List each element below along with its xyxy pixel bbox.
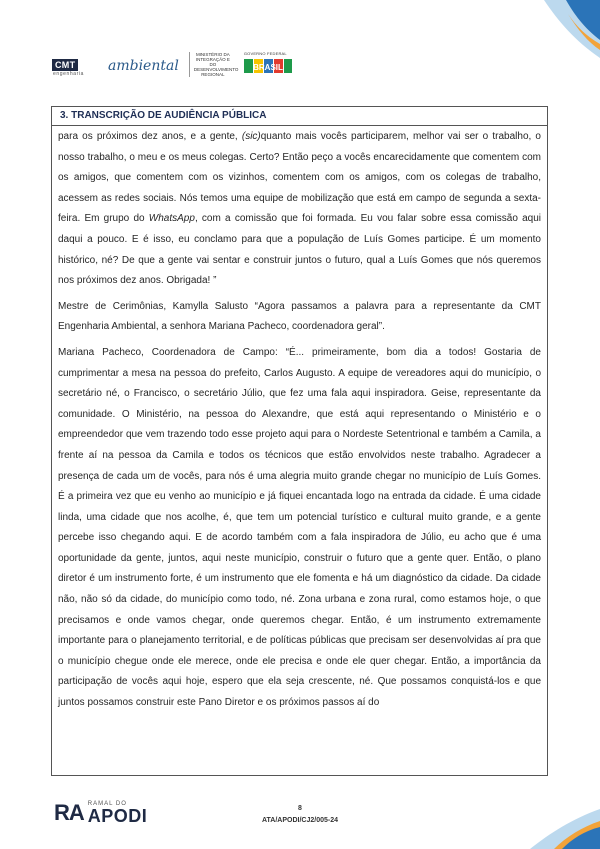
paragraph-1-text-a: para os próximos dez anos, e a gente, [58,131,242,142]
section-title: 3. TRANSCRIÇÃO DE AUDIÊNCIA PÚBLICA [52,107,547,126]
paragraph-1 [58,127,541,292]
paragraph-2: Mestre de Cerimônias, Kamylla Salusto “Agora passamos a palavra para a representante da CMT Engenharia Ambiental, a senhora Mariana Pacheco, coordenadora geral”. [58,300,541,333]
corner-decoration-top [504,0,600,66]
ministerio-logo: MINISTÉRIO DA INTEGRAÇÃO E DO DESENVOLVIMENTO REGIONAL [189,52,232,77]
ambiental-logo: ambiental [108,58,179,74]
governo-federal-logo [242,51,294,77]
page-number: 8 [298,805,302,812]
paragraph-1-text-b: quanto mais vocês participarem, melhor vai ser o trabalho, o nosso trabalho, o meu e os meus colegas. Certo? Então peço a vocês encarecidamente que comentem com os amigos, que comentem com os vizinhos, comentem com os amigos, com os colegas de trabalho, acessem as redes sociais. Nós temos uma equipe de mobilização que está em campo de segunda a sexta-feira. Em grupo do [58,131,541,225]
ramal-logo-mark: RA [54,800,84,825]
brasil-logo-icon [242,51,294,77]
ramal-logo-bottom: APODI [87,806,148,826]
document-code: ATA/APODI/CJ2/005-24 [262,817,338,824]
governo-federal-label: GOVERNO FEDERAL [243,51,287,56]
svg-text:BRASIL: BRASIL [252,63,283,72]
corner-decoration-bottom [510,803,600,849]
paragraph-1-text-c: , com a comissão que foi formada. Eu vou falar sobre essa comissão aqui daqui a pouco. E é isso, eu conclamo para que a população de Luís Gomes participe. É um momento histórico, né? De que a gente vai sentar e construir juntos o futuro, qual a Luís Gomes que nós queremos nos próximos dez anos. Obrigada! ” [58,213,541,287]
paragraph-3: Mariana Pacheco, Coordenadora de Campo: “É... primeiramente, bom dia a todos! Gostaria de cumprimentar a mesa na pessoa do prefeito, Carlos Augusto. A equipe de vereadores aqui do município, o secretário né, o Francisco, o secretário Júlio, que fez uma fala aqui inspiradora. Geise, representante da comunidade. O Ministério, na pessoa do Alexandre, que está aqui representando o Ministério e o empreendedor que vem trazendo todo esse projeto aqui para o Nordeste Setentrional e também a Camila, a frente aí na pessoa da Camila e todos os técnicos que estão envolvidos neste trabalho. Agradecer a presença de cada um de vocês, para nós é uma alegria muito grande chegar no município de Luís Gomes. É a primeira vez que eu venho ao município e já fiquei encantada logo na entrada da cidade. É uma cidade linda, uma cidade que nos acolhe, é, que tem um potencial turístico e cultural muito grande, e a gente percebe isso chegando aqui. E de acordo também com a fala inspiradora de Júlio, eu acho que é uma oportunidade da gente, juntos, aqui neste município, construir o futuro que a gente quer. Então, o plano diretor é um instrumento forte, é um instrumento que ele fomenta e há um diagnóstico da cidade. Da cidade não, não só da cidade, do município como todo, né. Zona urbana e zona rural, como estamos hoje, o que precisamos e onde vamos chegar, onde queremos chegar. Então, é um instrumento extremamente importante para o planejamento territorial, e de políticas públicas que precisam ser desenvolvidas aí pra que o município chegue onde ele merece, onde ele precisa e onde ele quer chegar. Então, a importância da participação de vocês aqui hoje, espero que ela seja crescente, né. Que possamos conquistá-los e que juntos possamos construir este Pano Diretor e os próximos passos aí do [58,346,541,709]
ramal-logo-top: RAMAL DO [87,801,127,807]
section-body [52,126,547,714]
cmt-logo [52,51,98,77]
transcription-section [51,106,548,776]
paragraph-1-whatsapp: WhatsApp [148,213,195,225]
paragraph-1-sic: (sic) [241,131,261,142]
cmt-logo-text: CMT [52,59,78,71]
cmt-logo-subtext: engenharia [53,71,85,77]
header-logos [52,44,294,84]
